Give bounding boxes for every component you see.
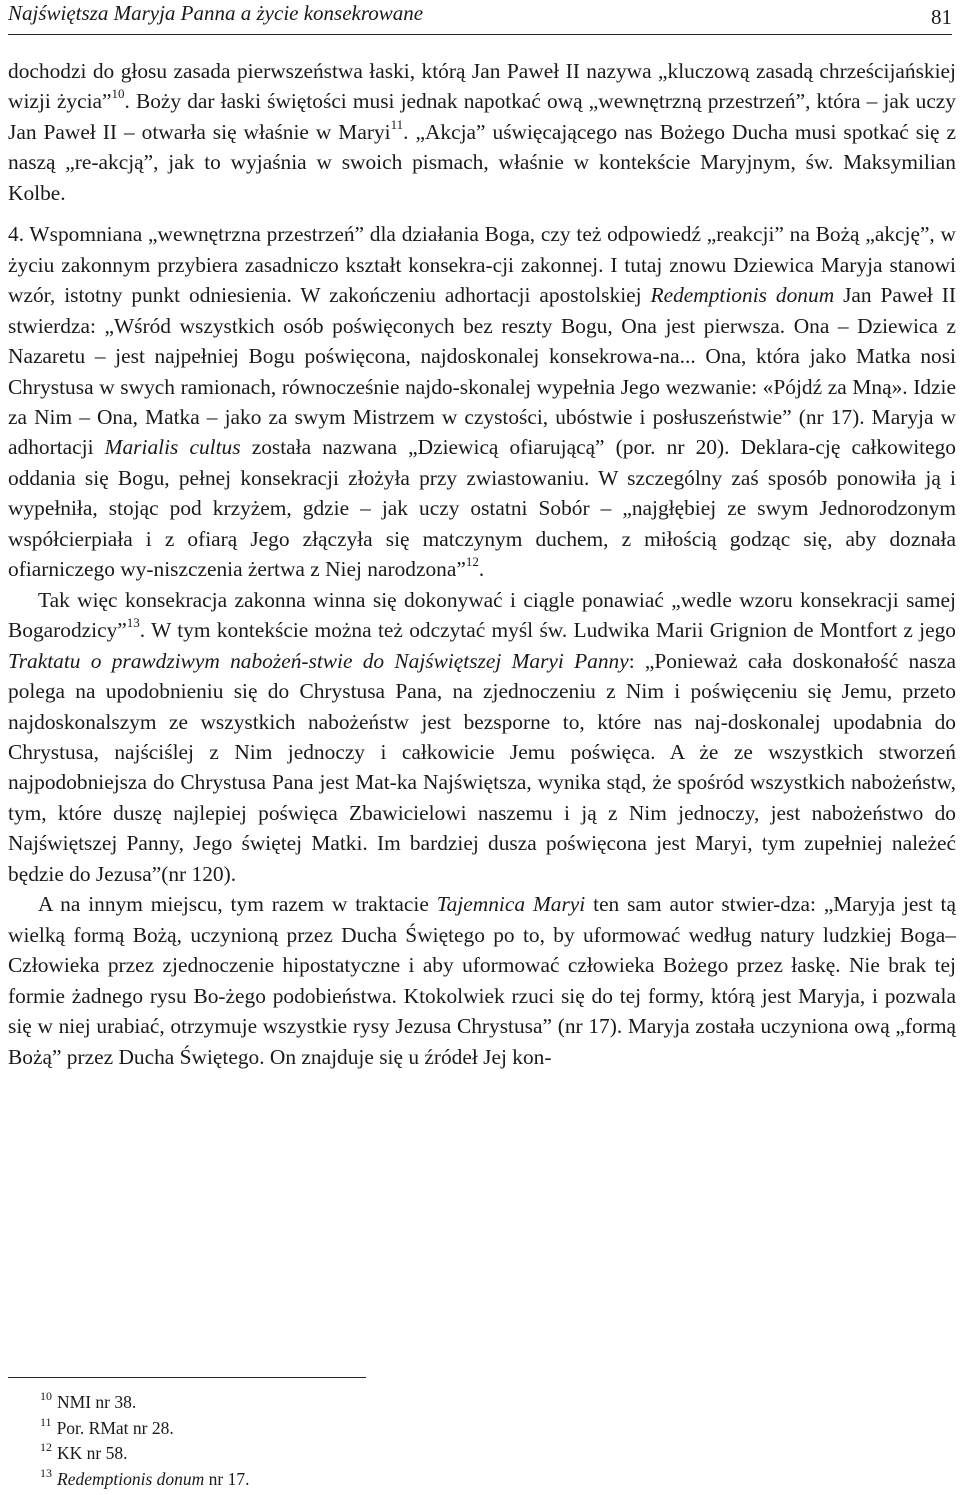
footnote-text: NMI nr 38. [57, 1392, 137, 1412]
text-run: : „Ponieważ cała doskonałość nasza polega na upodobnieniu się do Chrystusa Pana, na zjednoczeniu z Nim i poświęceniu się Jemu, przeto najdoskonalszym ze wszystkich nabożeństw jest bezsporne to, które nas naj-doskonalej upodabnia do Chrystusa, najściślej z Nim jednoczy i całkowicie Jemu poświęca. A że ze wszystkich stworzeń najpodobniejsza do Chrystusa Pana jest Mat-ka Najświętsza, wynika stąd, że spośród wszystkich nabożeństw, tym, które duszę najlepiej poświęca Zbawicielowi naszemu i ją z Nim jednoczy, jest nabożeństwo do Najświętszej Panny, Jego świętej Matki. Im bardziej dusza poświęcona jest Maryi, tym zupełniej należeć będzie do Jezusa”(nr 120). [8, 648, 956, 886]
footnote-11 [40, 1416, 249, 1442]
text-run: . Boży dar łaski świętości musi jednak napotkać ową „wewnętrzną przestrzeń”, która – jak uczy Jan Paweł II – otwarła się właśnie w Maryi [8, 89, 957, 144]
footnote-text: KK nr 58. [57, 1443, 128, 1463]
text-run: . W tym kontekście można też odczytać myśl św. Ludwika Marii Grignion de Montfort z jego [139, 618, 956, 643]
page-number: 81 [931, 5, 952, 29]
footnote-divider [8, 1377, 366, 1378]
italic-title: Marialis cultus [104, 435, 241, 460]
footnote-number: 12 [40, 1440, 52, 1455]
italic-title: Tajemnica Maryi [436, 892, 586, 917]
footnote-13 [40, 1467, 249, 1493]
text-run: dochodzi do głosu zasada pierwszeństwa łaski, którą Jan Paweł II nazywa „kluczową zasadą chrześcijańskiej wizji życia” [8, 59, 956, 114]
paragraph-1 [8, 56, 956, 208]
body-text [8, 56, 956, 1072]
running-header [8, 0, 952, 35]
footnotes [40, 1390, 249, 1492]
footnote-number: 13 [40, 1465, 52, 1480]
footnote-text: Por. RMat nr 28. [56, 1417, 174, 1438]
footnote-ref-10[interactable]: 10 [111, 86, 125, 102]
italic-title: Redemptionis donum [650, 283, 835, 308]
footnote-12 [40, 1441, 249, 1467]
paragraph-4 [8, 889, 956, 1072]
text-run: 4. Wspomniana „wewnętrzna przestrzeń” dla działania Boga, czy też odpowiedź „reakcji” na Bożą „akcję”, w życiu zakonnym przybiera zasadniczo kształt konsekra-cji zakonnej. I tutaj znowu Dziewica Maryja stanowi wzór, istotny punkt odniesienia. W zakończeniu adhortacji apostolskiej [8, 222, 956, 308]
text-run: Jan Paweł II stwierdza: „Wśród wszystkich osób poświęconych bez reszty Bogu, Ona jest pierwsza. Ona – Dziewica z Nazaretu – jest najpełniej Bogu poświęcona, najdoskonalej konsekrowa-na... Ona, która jako Matka nosi Chrystusa w swych ramionach, równocześnie najdo-skonalej wypełnia Jego wezwanie: «Pójdź za Mną». Idzie za Nim – Ona, Matka – jako za swym Mistrzem w czystości, ubóstwie i posłuszeństwie” (nr 17). Maryja w adhortacji [8, 283, 956, 460]
paragraph-2 [8, 219, 956, 584]
text-run: . [478, 557, 485, 582]
text-run: ten sam autor stwier-dza: „Maryja jest tą wielką formą Bożą, uczynioną przez Ducha Świętego po to, by uformować według natury ludzkiej Boga–Człowieka przez zjednoczenie hipostatyczne i aby uformować człowieka Bożego przez łaskę. Nie brak tej formie żadnego rysu Bo-żego podobieństwa. Ktokolwiek rzuci się do tej formy, którą jest Maryja, i pozwala się w niej urabiać, otrzymuje wszystkie rysy Jezusa Chrystusa” (nr 17). Maryja została uczyniona ową „formą Bożą” przez Ducha Świętego. On znajduje się u źródeł Jej kon- [8, 892, 956, 1069]
running-title: Najświętsza Maryja Panna a życie konsekrowane [8, 1, 424, 25]
footnote-italic-title: Redemptionis donum [57, 1468, 205, 1489]
footnote-ref-13[interactable]: 13 [126, 615, 140, 631]
text-run: A na innym miejscu, tym razem w traktacie [38, 892, 437, 917]
footnote-number: 11 [40, 1414, 52, 1429]
footnote-number: 10 [40, 1389, 52, 1404]
text-run: została nazwana „Dziewicą ofiarującą” (por. nr 20). Deklara-cję całkowitego oddania się Bogu, pełnej konsekracji złożyła przy zwiastowaniu. W szczególny zaś sposób ponowiła ją i wypełniła, stojąc pod krzyżem, gdzie – jak uczy ostatni Sobór – „najgłębiej ze swym Jednorodzonym współcierpiała i z ofiarą Jego złączyła się matczynym duchem, z miłością godząc się, aby doznała ofiarniczego wy-niszczenia żertwa z Niej narodzona” [8, 435, 956, 582]
footnote-text: nr 17. [204, 1468, 250, 1489]
italic-title: Traktatu o prawdziwym nabożeń-stwie do Najświętszej Maryi Panny [8, 648, 629, 673]
paragraph-3 [8, 585, 956, 890]
footnote-ref-12[interactable]: 12 [465, 554, 479, 570]
text-run: Tak więc konsekracja zakonna winna się dokonywać i ciągle ponawiać „wedle wzoru konsekracji samej Bogarodzicy” [8, 587, 956, 643]
footnote-ref-11[interactable]: 11 [390, 116, 404, 132]
footnote-10 [40, 1390, 249, 1416]
text-run: . „Akcja” uświęcającego nas Bożego Ducha musi spotkać się z naszą „re-akcją”, jak to wyjaśnia w swoich pismach, właśnie w kontekście Maryjnym, św. Maksymilian Kolbe. [8, 119, 956, 205]
